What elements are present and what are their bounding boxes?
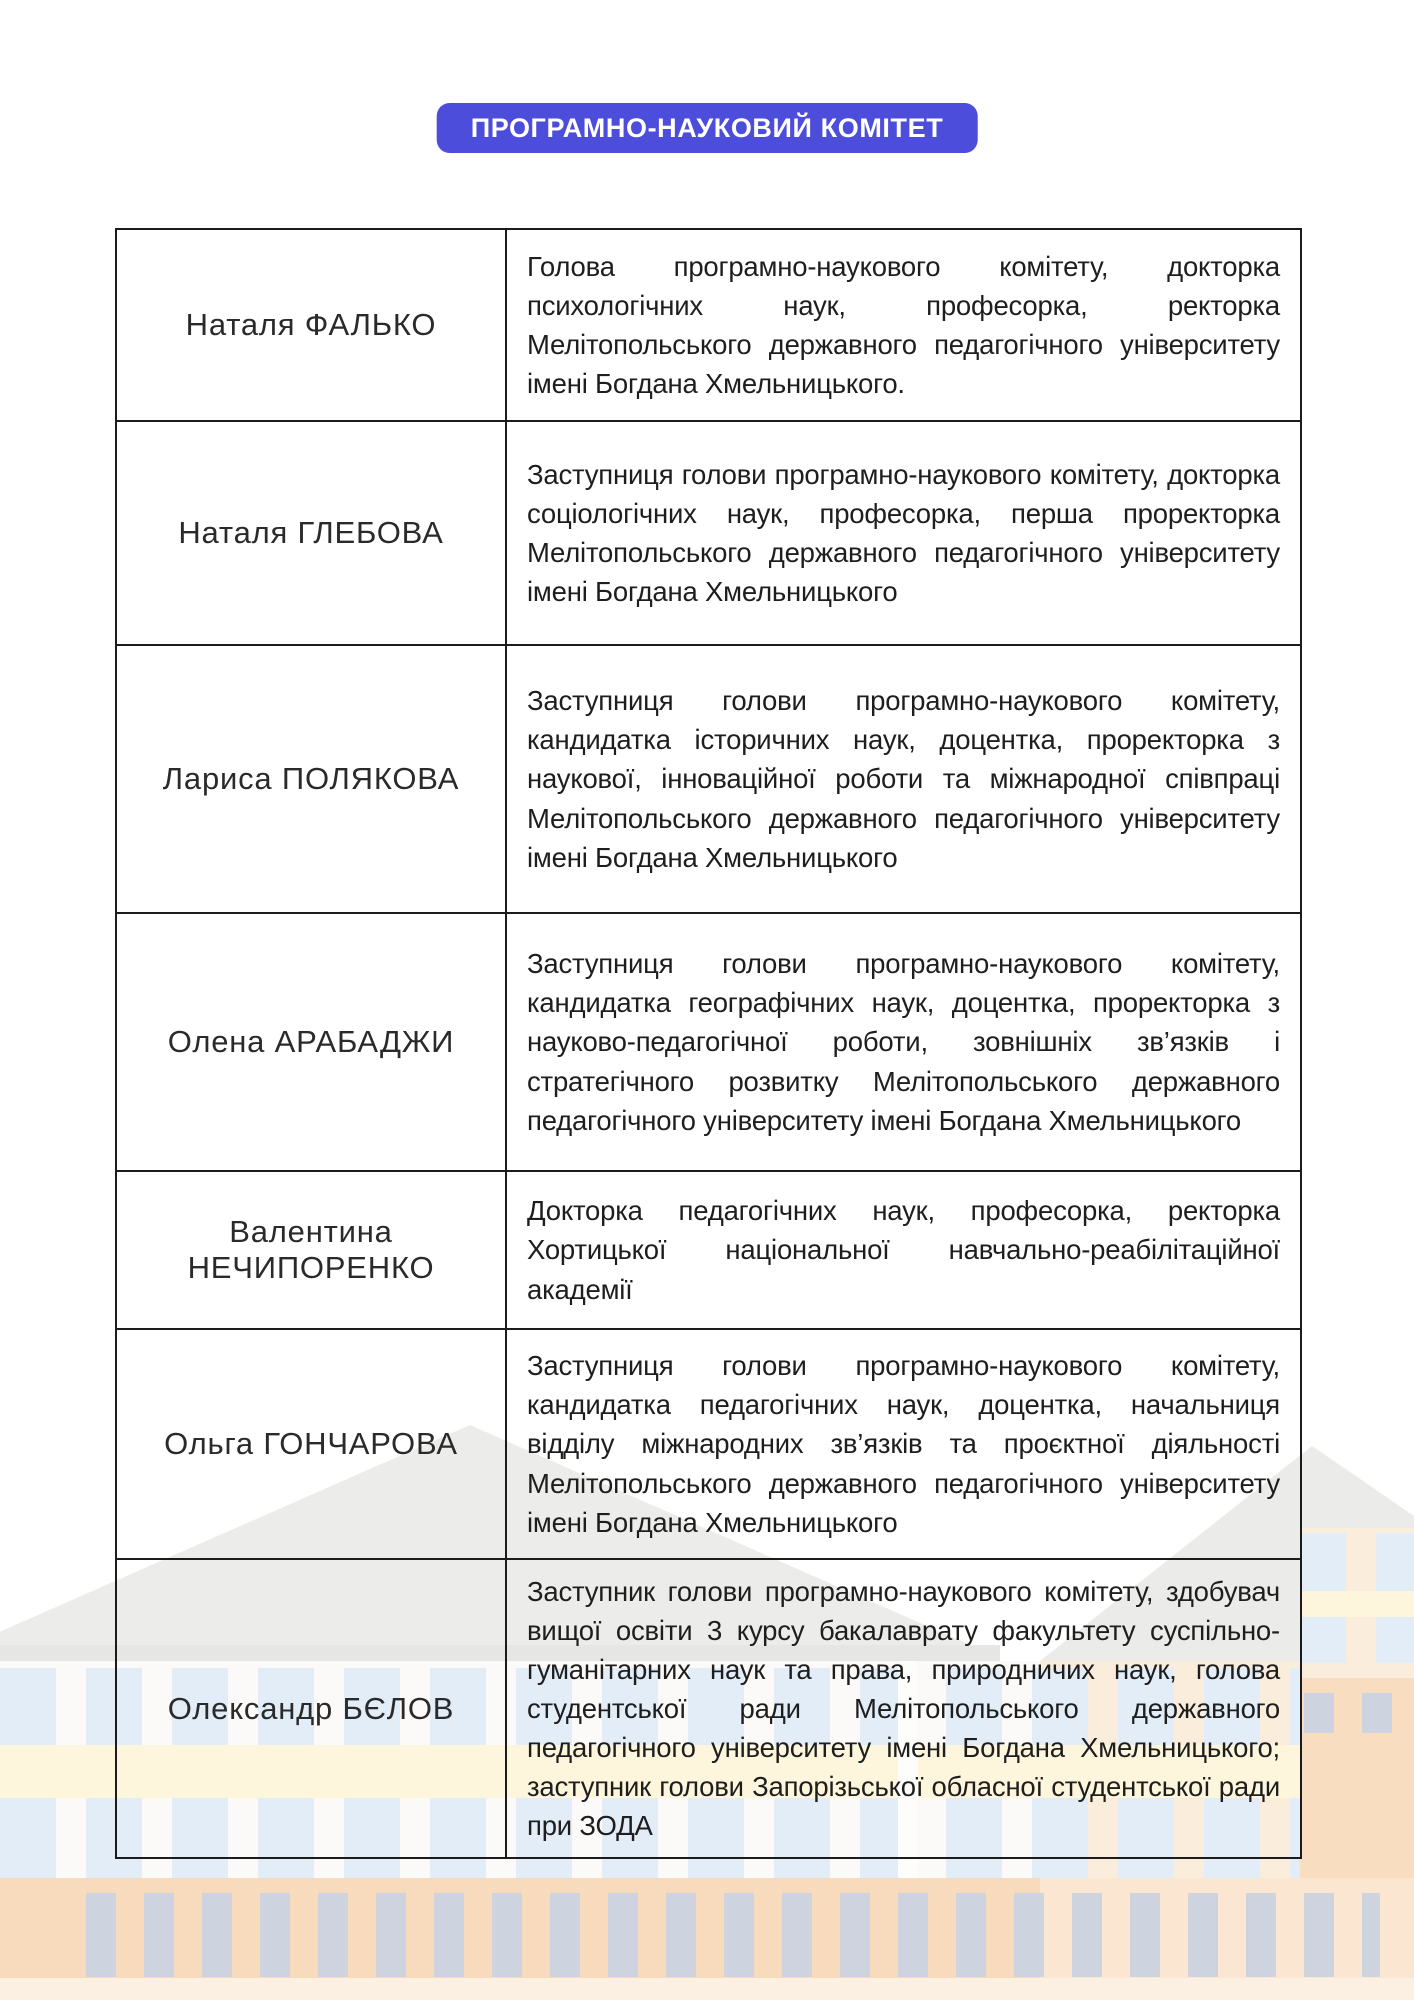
member-name-cell: Олександр БЄЛОВ [116,1559,506,1858]
table-row [116,1329,1301,1559]
member-role-cell: Заступниця голови програмно-наукового комітету, кандидатка педагогічних наук, доцентка, начальниця відділу міжнародних зв’язків та проєктної діяльності Мелітопольського державного педагогічного університету імені Богдана Хмельницького [506,1329,1301,1559]
member-name-cell: Наталя ФАЛЬКО [116,229,506,421]
table-row [116,645,1301,913]
section-title-badge [437,103,978,153]
table-row [116,913,1301,1171]
member-role-cell: Заступниця голови програмно-наукового комітету, докторка соціологічних наук, професорка, перша проректорка Мелітопольського державного педагогічного університету імені Богдана Хмельницького [506,421,1301,645]
member-name-cell: Лариса ПОЛЯКОВА [116,645,506,913]
member-name-cell: Валентина НЕЧИПОРЕНКО [116,1171,506,1329]
section-title: ПРОГРАМНО-НАУКОВИЙ КОМІТЕТ [470,113,944,143]
member-role-cell: Заступниця голови програмно-наукового комітету, кандидатка історичних наук, доцентка, проректорка з наукової, інноваційної роботи та міжнародної співпраці Мелітопольського державного педагогічного університету імені Богдана Хмельницького [506,645,1301,913]
member-name-cell: Ольга ГОНЧАРОВА [116,1329,506,1559]
member-role-cell: Голова програмно-наукового комітету, докторка психологічних наук, професорка, ректорка Мелітопольського державного педагогічного університету імені Богдана Хмельницького. [506,229,1301,421]
member-role-cell: Докторка педагогічних наук, професорка, ректорка Хортицької національної навчально-реабілітаційної академії [506,1171,1301,1329]
member-role-cell: Заступник голови програмно-наукового комітету, здобувач вищої освіти 3 курсу бакалаврату факультету суспільно-гуманітарних наук та права, природничих наук, голова студентської ради Мелітопольського державного педагогічного університету імені Богдана Хмельницького; заступник голови Запорізьської обласної студентської ради при ЗОДА [506,1559,1301,1858]
table-row [116,421,1301,645]
committee-table [115,228,1302,1859]
member-name-cell: Олена АРАБАДЖИ [116,913,506,1171]
member-role-cell: Заступниця голови програмно-наукового комітету, кандидатка географічних наук, доцентка, проректорка з науково-педагогічної роботи, зовнішніх зв’язків і стратегічного розвитку Мелітопольського державного педагогічного університету імені Богдана Хмельницького [506,913,1301,1171]
table-row [116,1171,1301,1329]
table-row [116,229,1301,421]
member-name-cell: Наталя ГЛЕБОВА [116,421,506,645]
table-row [116,1559,1301,1858]
